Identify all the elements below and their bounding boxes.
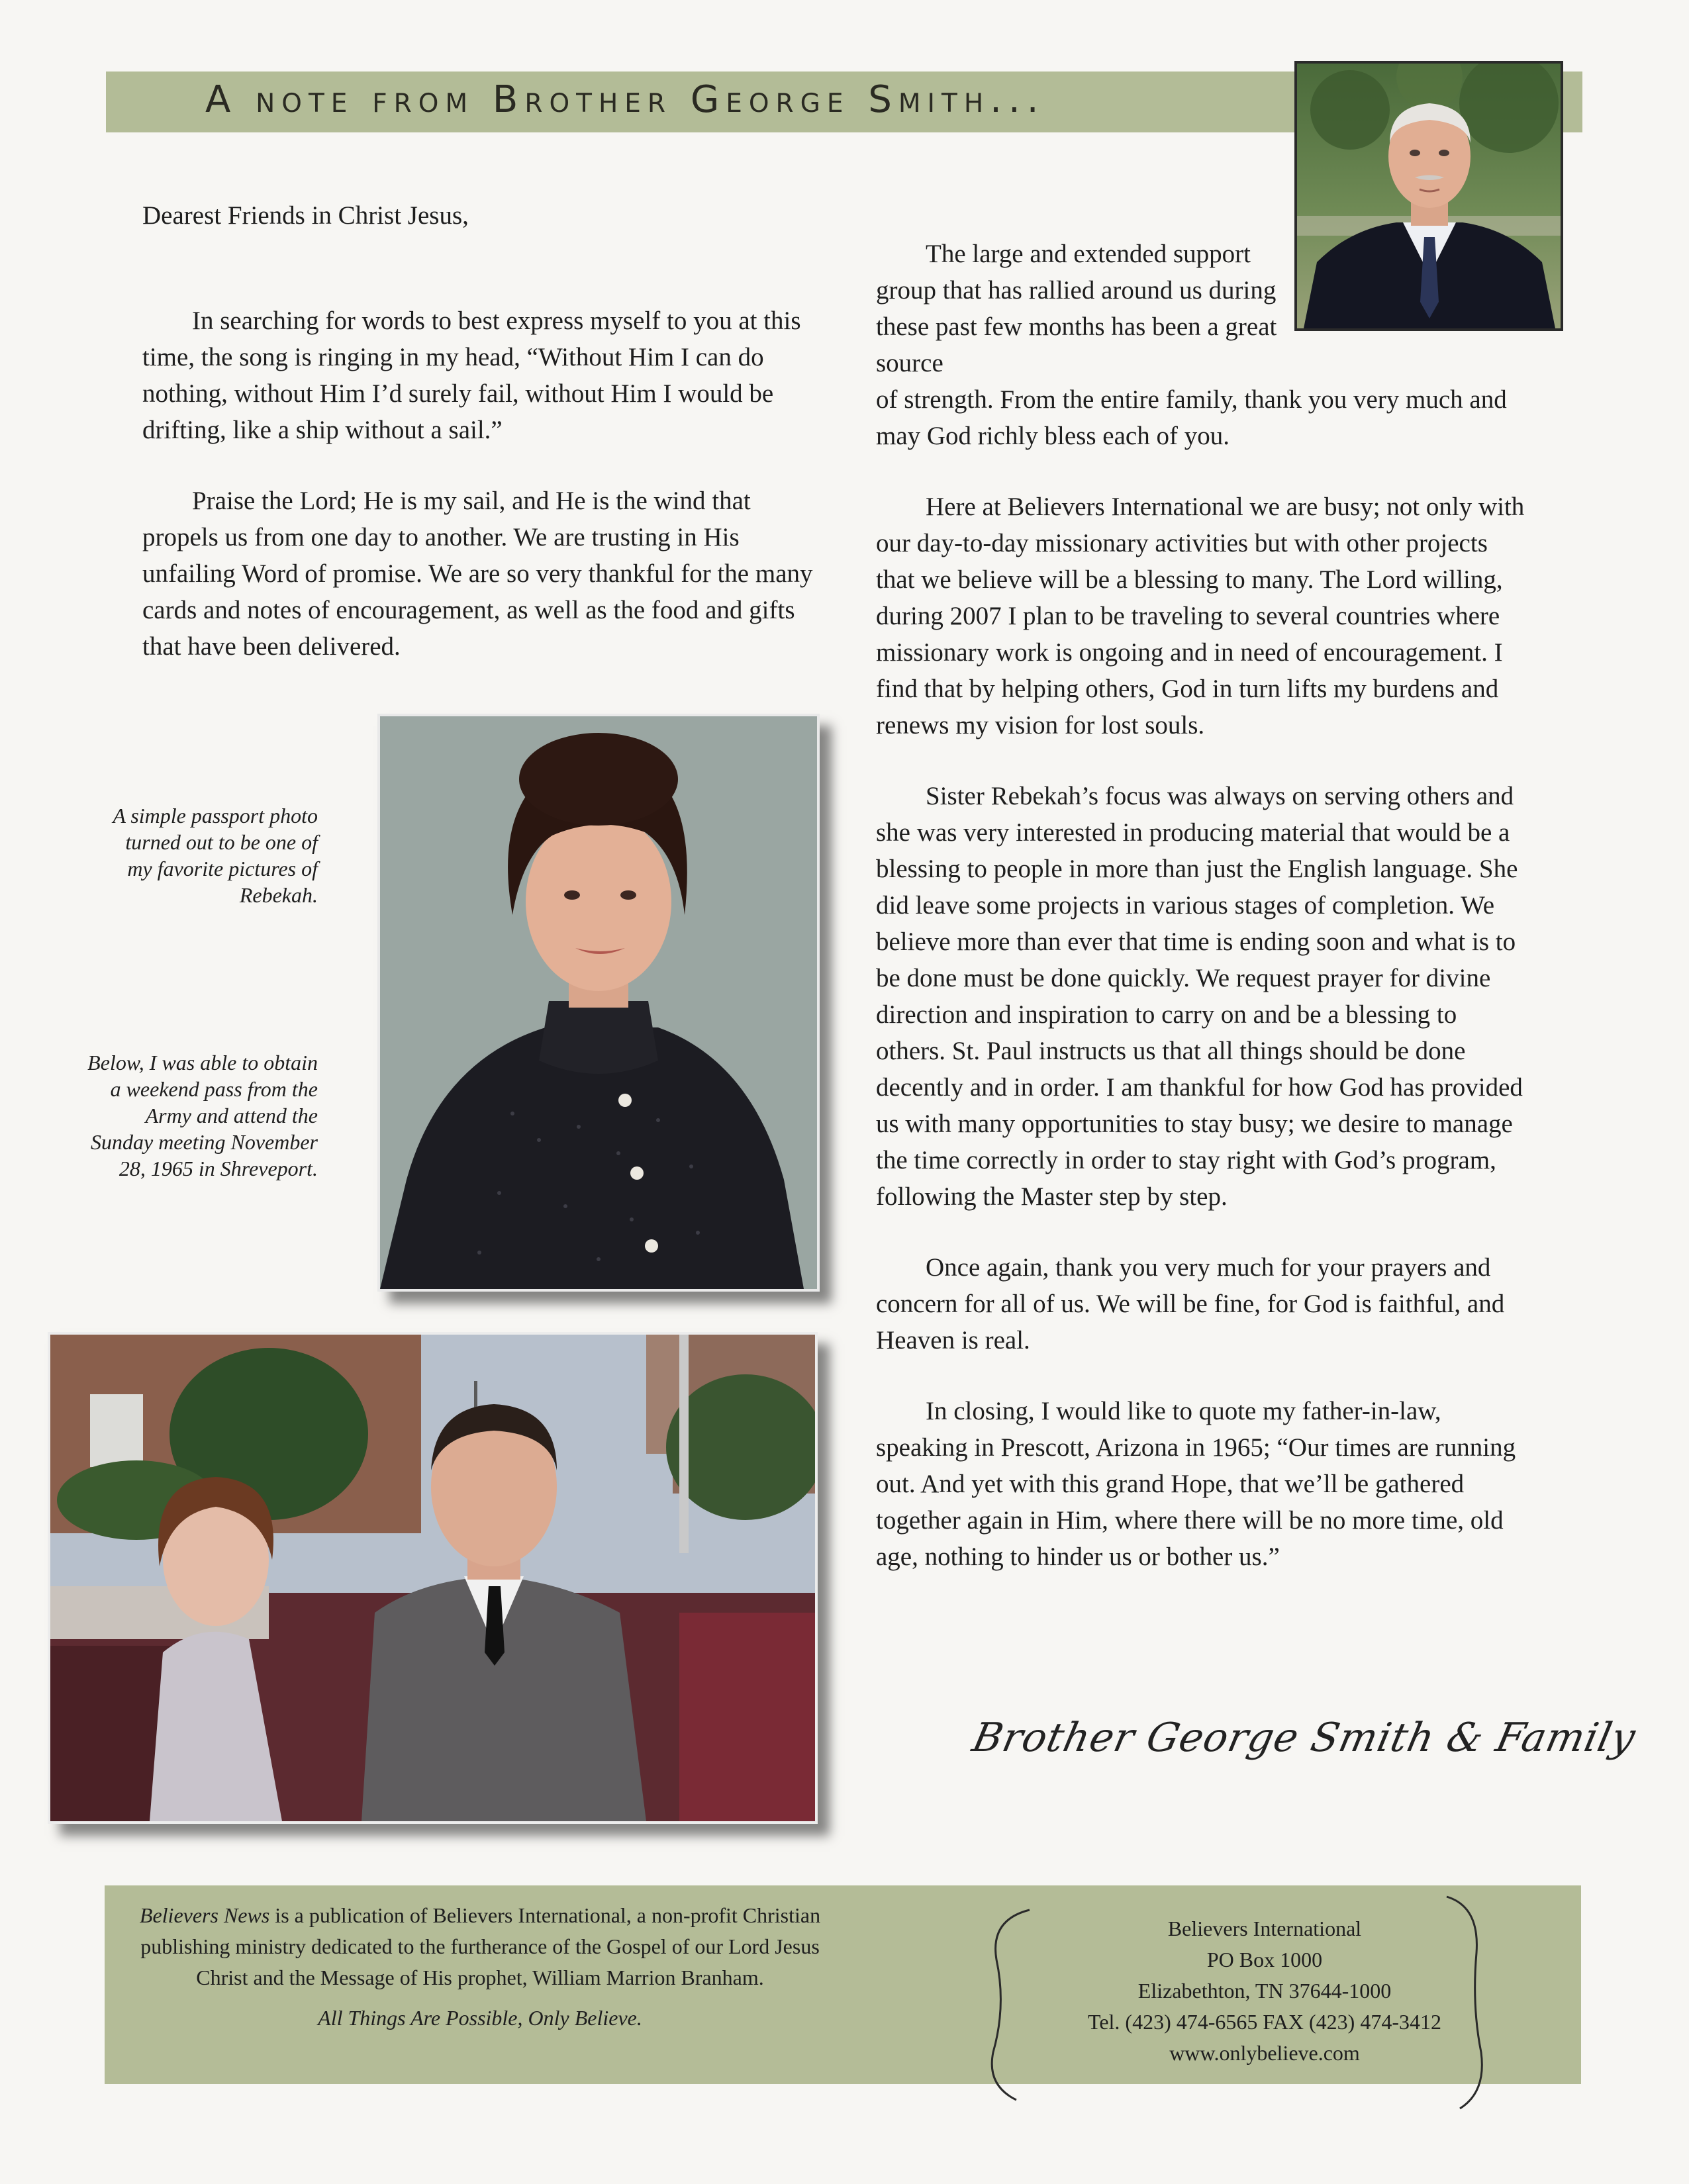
photo-rebekah-passport: [377, 714, 820, 1292]
letter-paragraph: Here at Believers International we are busy; not only with our day-to-day missionary activities but with other projects that we believe will be a blessing to many. The Lord willing, during 2007 I plan to be traveling to several countries where missionary work is ongoing and in need of encouragement. I find that by helping others, God in turn lifts my burdens and renews my vision for lost souls.: [876, 493, 1525, 739]
letter-paragraph: Sister Rebekah’s focus was always on serving others and she was very interested in producing material that would be a blessing to people in more than just the English language. She did leave some projects in various stages of completion. We believe more than ever that time is ending soon and what is to be done must be done quickly. We request prayer for divine direction and inspiration to carry on and be a blessing to others. St. Paul instructs us that all things should be done decently and in order. I am thankful for how God has provided us with many opportunities to stay busy; we desire to manage the time correctly in order to stay right with God’s program, following the Master step by step.: [876, 782, 1523, 1211]
org-name: Believers International: [1167, 1917, 1362, 1940]
publication-note: [126, 1900, 834, 2034]
photo-couple-1965: [48, 1332, 818, 1824]
letter-paragraph: Once again, thank you very much for your prayers and concern for all of us. We will be fine, for God is faithful, and Heaven is real.: [876, 1253, 1505, 1354]
page-title: A note from Brother George Smith...: [205, 78, 1045, 121]
letter-paragraph: Praise the Lord; He is my sail, and He is the wind that propels us from one day to another. We are trusting in His unfailing Word of promise. We are so very thankful for the many cards and notes of encouragement, as well as the food and gifts that have been delivered.: [142, 487, 813, 661]
salutation: Dearest Friends in Christ Jesus,: [142, 201, 469, 230]
letter-paragraph: In closing, I would like to quote my father-in-law, speaking in Prescott, Arizona in 1965; “Our times are running out. And yet with this grand Hope, that we’ll be gathered together again in Him, where there will be no more time, old age, nothing to hinder us or bother us.”: [876, 1397, 1516, 1571]
letter-paragraph: The large and extended support group that has rallied around us during these past few months has been a great source: [876, 240, 1277, 377]
letter-paragraph-continued: of strength. From the entire family, thank you very much and may God richly bless each of you.: [876, 385, 1507, 450]
contact-address: [1033, 1913, 1496, 2069]
portrait-woman-image: [380, 716, 817, 1289]
publication-description-text: is a publication of Believers International, a non-profit Christian publishing ministry dedicated to the furtherance of the Gospel of our Lord Jesus Christ and the Message of His prophet, William Marrion Branham.: [140, 1903, 821, 1989]
left-brace-decoration: [983, 1907, 1036, 2105]
caption-couple-photo: Below, I was able to obtain a weekend pass from the Army and attend the Sunday meeting November 28, 1965 in Shreveport.: [87, 1051, 318, 1180]
caption-passport-photo: A simple passport photo turned out to be one of my favorite pictures of Rebekah.: [113, 804, 318, 907]
po-box: PO Box 1000: [1206, 1948, 1323, 1971]
letter-left-column: [142, 197, 814, 699]
letter-right-column: [876, 236, 1528, 1609]
phone-numbers: Tel. (423) 474-6565 FAX (423) 474-3412: [1088, 2010, 1441, 2034]
city-state-zip: Elizabethton, TN 37644-1000: [1137, 1979, 1392, 2003]
publication-name: Believers News: [139, 1903, 270, 1927]
couple-image: [50, 1335, 815, 1821]
letter-paragraph: In searching for words to best express myself to you at this time, the song is ringing in my head, “Without Him I can do nothing, without Him I’d surely fail, without Him I would be drifting, like a ship without a sail.”: [142, 307, 801, 444]
signature: Brother George Smith & Family: [968, 1715, 1640, 1761]
tagline: All Things Are Possible, Only Believe.: [318, 2006, 642, 2030]
publication-description: [126, 1900, 834, 1993]
website-link[interactable]: www.onlybelieve.com: [1169, 2041, 1360, 2065]
